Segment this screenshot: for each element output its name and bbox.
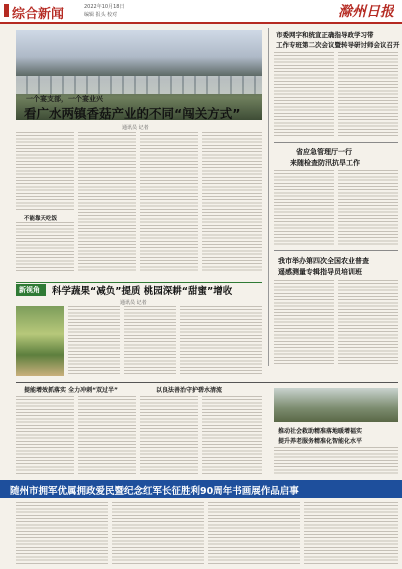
feature-headline: 科学蔬果“减负”提质 桃园深耕“甜蜜”增收 — [52, 286, 233, 297]
lead-body-col2 — [78, 132, 136, 272]
bottom-left-headline-1: 提能增效抓落实 全力冲刺“双过半” — [24, 387, 118, 394]
right-mid-body-1 — [274, 170, 334, 246]
bottom-body-1 — [16, 396, 74, 476]
feature-body-1 — [68, 306, 120, 376]
right-mid-headline-1: 省应急管理厅一行 — [296, 148, 352, 156]
bottom-right-photo — [274, 388, 398, 422]
issue-info: 2022年10月18日 — [84, 4, 125, 10]
right-top-headline-2: 工作专班第二次会议暨转导研讨师会议召开 — [276, 41, 400, 49]
bottom-right-body — [274, 447, 398, 476]
feature-byline: 通讯员 记者 — [120, 300, 147, 306]
paper-name: 滁州日报 — [338, 4, 394, 20]
bottom-right-headline-2: 提升养老服务精准化智能化水平 — [278, 438, 363, 445]
notice-body-1 — [16, 502, 108, 564]
lead-body-col1 — [16, 132, 74, 212]
lead-body-col1b — [16, 222, 74, 272]
lead-headline: 看广水两镇香菇产业的不同“闯关方式” — [24, 106, 241, 121]
section-name: 综合新闻 — [12, 7, 65, 22]
right-top-headline-1: 市委网字和统宣正确指导政学习带 — [276, 31, 374, 39]
lower-rule — [16, 382, 398, 383]
feature-tag: 新视角 — [19, 286, 40, 294]
lead-subhead: 不能靠天吃饭 — [24, 216, 58, 222]
right-rule-1 — [274, 142, 398, 143]
right-rule-2 — [274, 250, 398, 251]
right-mid-headline-2: 来随检查防汛抗旱工作 — [290, 159, 360, 167]
bottom-body-4 — [202, 396, 262, 476]
lead-byline: 通讯员 记者 — [122, 125, 149, 131]
right-top-body-1 — [274, 52, 334, 138]
bottom-body-2 — [78, 396, 136, 476]
bottom-left-headline-2: 以良法善治守护碧水清流 — [156, 387, 223, 394]
notice-body-3 — [208, 502, 300, 564]
masthead — [0, 0, 402, 24]
right-low-headline-1: 我市举办第四次全国农业普查 — [278, 257, 369, 265]
notice-body-2 — [112, 502, 204, 564]
right-low-body-1 — [274, 280, 334, 364]
issue-info-2: 编辑 报头 校对 — [84, 12, 118, 18]
notice-headline: 随州市拥军优属拥政爱民暨纪念红军长征胜利90周年书画展作品启事 — [10, 486, 299, 497]
right-mid-body-2 — [338, 170, 398, 246]
lead-kicker: 一个宴支部，一个宴业兴 — [26, 95, 103, 103]
notice-body-4 — [304, 502, 398, 564]
section-marker — [4, 4, 9, 17]
feature-photo — [16, 306, 64, 376]
lead-body-col4 — [202, 132, 262, 272]
feature-body-2 — [124, 306, 176, 376]
feature-body-3 — [180, 306, 262, 376]
right-top-body-2 — [338, 52, 398, 138]
right-low-headline-2: 遥感测量专辑指导员培训班 — [278, 268, 362, 276]
lead-body-col3 — [140, 132, 198, 272]
right-low-body-2 — [338, 280, 398, 364]
bottom-body-3 — [140, 396, 198, 476]
notice-banner — [0, 480, 402, 498]
bottom-right-headline-1: 推动社会救助精准落地暖增福实 — [278, 428, 363, 435]
column-divider — [268, 28, 269, 366]
feature-tag-box — [16, 284, 46, 296]
